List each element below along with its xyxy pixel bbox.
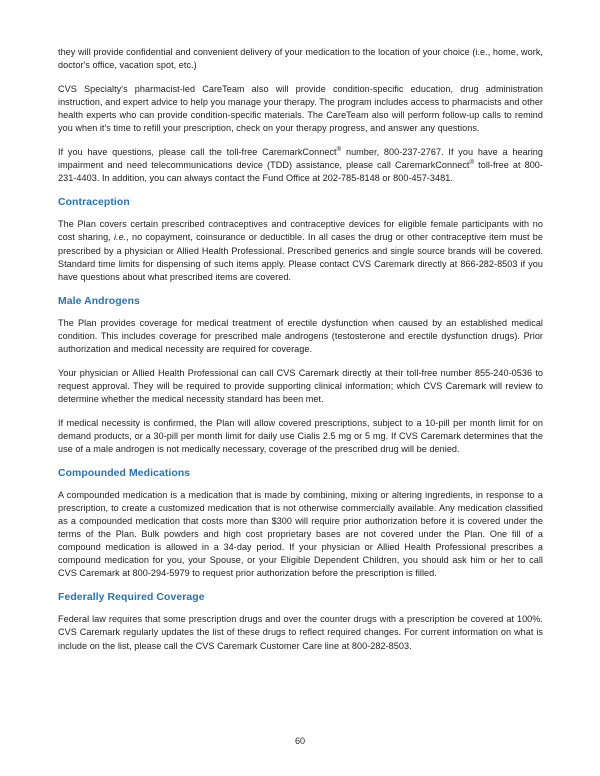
contraception-text-part-2: , no copayment, coinsurance or deductible. In all cases the drug or other contraceptive item must be prescribed by a physician or Allied Health Professional. Prescribed generics and single source brands will be covered. Standard time limits for dispensing of such items apply. Please contact CVS Caremark directly at 866-282-8503 if you have questions about what prescribed items are covered.	[58, 232, 543, 282]
paragraph-compounded-definition: A compounded medication is a medication that is made by combining, mixing or altering ingredients, in response to a prescription, to create a customized medication that is not otherwise commercially available. Any medication classified as a compounded medication that costs more than $300 will require prior authorization before it is covered under the terms of the Plan. Bulk powders and high cost proprietary bases are not covered under the Plan. One fill of a compound medication is allowed in a 34-day period. If your physician or Allied Health Professional prescribes a compound medication for you, your Spouse, or your Eligible Dependent Children, you should ask him or her to call CVS Caremark at 800-294-5979 to request prior authorization before the prescription is filled.	[58, 490, 543, 579]
registered-mark-icon: ®	[469, 159, 475, 167]
section-heading-federally-required-coverage: Federally Required Coverage	[58, 592, 205, 604]
contraception-italic-abbreviation: i.e.	[113, 232, 127, 243]
section-heading-compounded-medications: Compounded Medications	[58, 468, 191, 480]
contraception-text-part-1: The Plan covers certain prescribed contraceptives and contraceptive devices for eligible female participants with no cost sharing,	[58, 219, 543, 243]
section-heading-contraception: Contraception	[58, 197, 130, 209]
paragraph-delivery-location: they will provide confidential and convenient delivery of your medication to the location of your choice (i.e., home, work, doctor's office, vacation spot, etc.)	[58, 47, 543, 71]
contact-text-part-2: number, 800-237-2767. If you have a hearing impairment and need telecommunications device (TDD) assistance, please call CaremarkConnect	[58, 147, 543, 171]
paragraph-androgens-limits: If medical necessity is confirmed, the Plan will allow covered prescriptions, subject to a 10-pill per month limit for on demand products, or a 30-pill per month limit for daily use Cialis 2.5 mg or 5 mg. If CVS Caremark determines that the use of a male androgen is not medically necessary, coverage of the prescribed drug will be denied.	[58, 417, 543, 455]
contact-text-part-1: If you have questions, please call the toll-free CaremarkConnect	[58, 147, 337, 158]
paragraph-careteam-services: CVS Specialty's pharmacist-led CareTeam also will provide condition-specific education, drug administration instruction, and expert advice to help you manage your therapy. The program includes access to pharmacists and other health experts who can provide condition-specific materials. The CareTeam also will perform follow-up calls to remind you when it's time to refill your prescription, check on your therapy progress, and answer any questions.	[58, 84, 543, 134]
registered-mark-icon: ®	[336, 146, 342, 154]
section-heading-male-androgens: Male Androgens	[58, 295, 140, 307]
page-content	[58, 46, 543, 653]
contact-text-part-3: toll-free at 800-231-4403. In addition, you can always contact the Fund Office at 202-785-8148 or 800-457-3481.	[58, 160, 543, 184]
page-number: 60	[294, 736, 306, 746]
paragraph-federal-law-coverage: Federal law requires that some prescription drugs and over the counter drugs with a prescription be covered at 100%. CVS Caremark regularly updates the list of these drugs to reflect required changes. For current information on what is include on the list, please call the CVS Caremark Customer Care line at 800-282-8503.	[58, 614, 543, 651]
paragraph-caremark-connect-contact	[58, 146, 543, 185]
paragraph-androgens-coverage: The Plan provides coverage for medical treatment of erectile dysfunction when caused by an established medical condition. This includes coverage for prescribed male androgens (testosterone and erectile dysfunction drugs). Prior authorization and medical necessity are required for coverage.	[58, 317, 543, 354]
paragraph-contraception-coverage	[58, 218, 543, 283]
paragraph-androgens-approval: Your physician or Allied Health Professional can call CVS Caremark directly at their toll-free number 855-240-0536 to request approval. They will be required to provide supporting clinical information; which CVS Caremark will review to determine whether the medical necessity standard has been met.	[58, 367, 543, 404]
